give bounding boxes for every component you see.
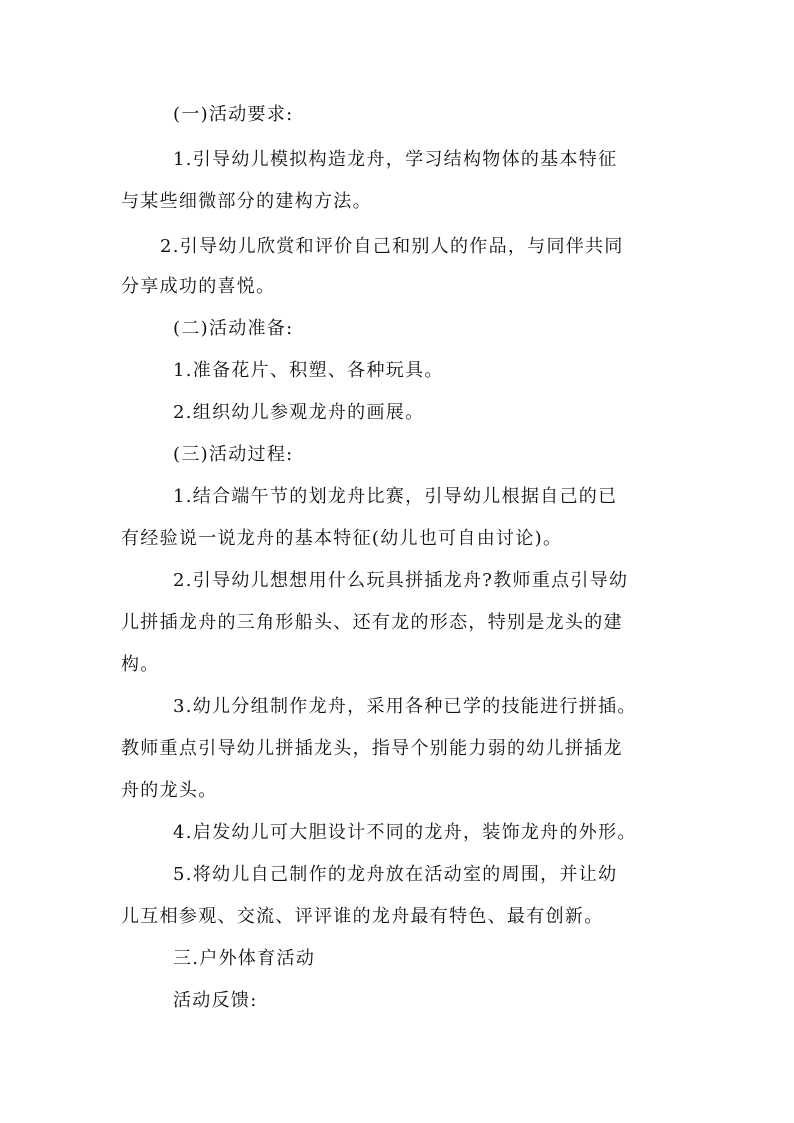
paragraph-line: 2.引导幼儿欣赏和评价自己和别人的作品，与同伴共同 xyxy=(160,236,624,257)
paragraph-line: 有经验说一说龙舟的基本特征(幼儿也可自由讨论)。 xyxy=(121,528,563,549)
paragraph-line: 3.幼儿分组制作龙舟，采用各种已学的技能进行拼插。 xyxy=(173,696,637,717)
paragraph-line: 儿互相参观、交流、评评谁的龙舟最有特色、最有创新。 xyxy=(121,906,604,927)
section-heading-feedback: 活动反馈: xyxy=(173,990,258,1011)
section-heading-preparation: (二)活动准备: xyxy=(173,318,294,339)
section-heading-outdoor: 三.户外体育活动 xyxy=(173,948,316,969)
paragraph-line: 舟的龙头。 xyxy=(121,780,218,801)
paragraph-line: 构。 xyxy=(121,654,160,675)
paragraph-line: 儿拼插龙舟的三角形船头、还有龙的形态，特别是龙头的建 xyxy=(121,612,623,633)
paragraph-line: 教师重点引导幼儿拼插龙头，指导个别能力弱的幼儿拼插龙 xyxy=(121,738,623,759)
paragraph-line: 2.引导幼儿想想用什么玩具拼插龙舟?教师重点引导幼 xyxy=(173,570,629,591)
paragraph-line: 5.将幼儿自己制作的龙舟放在活动室的周围，并让幼 xyxy=(173,864,618,885)
paragraph-line: 1.准备花片、积塑、各种玩具。 xyxy=(173,360,444,381)
section-heading-requirements: (一)活动要求: xyxy=(173,104,294,125)
paragraph-line: 4.启发幼儿可大胆设计不同的龙舟，装饰龙舟的外形。 xyxy=(173,822,637,843)
paragraph-line: 1.引导幼儿模拟构造龙舟，学习结构物体的基本特征 xyxy=(173,149,618,170)
section-heading-process: (三)活动过程: xyxy=(173,444,294,465)
paragraph-line: 1.结合端午节的划龙舟比赛，引导幼儿根据自己的已 xyxy=(173,486,618,507)
paragraph-line: 分享成功的喜悦。 xyxy=(121,276,276,297)
paragraph-line: 2.组织幼儿参观龙舟的画展。 xyxy=(173,402,425,423)
paragraph-line: 与某些细微部分的建构方法。 xyxy=(121,191,372,212)
